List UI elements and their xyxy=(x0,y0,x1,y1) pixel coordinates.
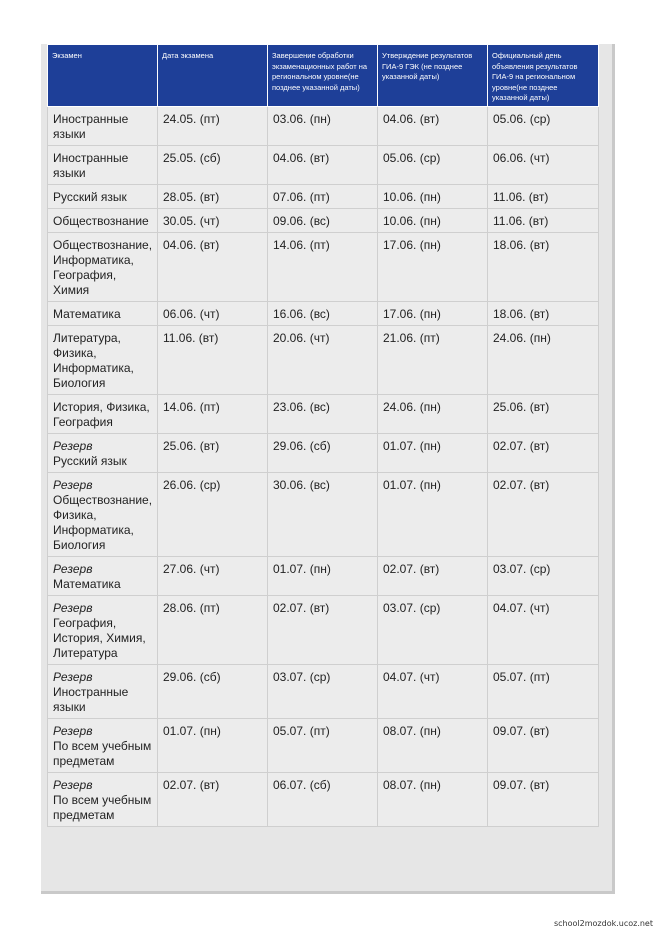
cell-announcement-date: 24.06. (пн) xyxy=(488,325,599,394)
table-row xyxy=(48,433,599,472)
reserve-label: Резерв xyxy=(53,477,93,492)
cell-exam xyxy=(48,772,158,826)
reserve-label: Резерв xyxy=(53,438,93,453)
cell-exam-date: 06.06. (чт) xyxy=(158,301,268,325)
cell-announcement-date: 02.07. (вт) xyxy=(488,433,599,472)
cell-processing-deadline: 29.06. (сб) xyxy=(268,433,378,472)
table-row xyxy=(48,145,599,184)
cell-processing-deadline: 04.06. (вт) xyxy=(268,145,378,184)
cell-announcement-date: 03.07. (ср) xyxy=(488,556,599,595)
table-row xyxy=(48,472,599,556)
cell-processing-deadline: 20.06. (чт) xyxy=(268,325,378,394)
cell-approval-deadline: 01.07. (пн) xyxy=(378,472,488,556)
reserve-label: Резерв xyxy=(53,669,93,684)
cell-exam xyxy=(48,433,158,472)
exam-subjects: По всем учебным предметам xyxy=(53,792,152,822)
exam-subjects: География, История, Химия, Литература xyxy=(53,615,146,660)
table-row xyxy=(48,556,599,595)
cell-announcement-date: 11.06. (вт) xyxy=(488,184,599,208)
cell-approval-deadline: 03.07. (ср) xyxy=(378,595,488,664)
cell-announcement-date: 05.06. (ср) xyxy=(488,106,599,145)
cell-approval-deadline: 08.07. (пн) xyxy=(378,718,488,772)
cell-exam-date: 30.05. (чт) xyxy=(158,208,268,232)
cell-announcement-date: 25.06. (вт) xyxy=(488,394,599,433)
reserve-label: Резерв xyxy=(53,723,93,738)
cell-exam xyxy=(48,718,158,772)
cell-processing-deadline: 23.06. (вс) xyxy=(268,394,378,433)
cell-processing-deadline: 03.07. (ср) xyxy=(268,664,378,718)
site-watermark: school2mozdok.ucoz.net xyxy=(553,919,653,928)
table-row xyxy=(48,184,599,208)
cell-processing-deadline: 14.06. (пт) xyxy=(268,232,378,301)
exam-subjects: Математика xyxy=(53,306,121,321)
cell-processing-deadline: 02.07. (вт) xyxy=(268,595,378,664)
exam-subjects: Обществознание, Физика, Информатика, Биология xyxy=(53,492,153,552)
cell-processing-deadline: 07.06. (пт) xyxy=(268,184,378,208)
cell-approval-deadline: 17.06. (пн) xyxy=(378,301,488,325)
header-exam: Экзамен xyxy=(48,45,158,107)
exam-subjects: Иностранные языки xyxy=(53,111,129,141)
cell-approval-deadline: 24.06. (пн) xyxy=(378,394,488,433)
reserve-label: Резерв xyxy=(53,561,93,576)
exam-subjects: Литература, Физика, Информатика, Биология xyxy=(53,330,134,390)
table-row xyxy=(48,595,599,664)
table-header-row xyxy=(48,45,599,107)
cell-exam-date: 26.06. (ср) xyxy=(158,472,268,556)
header-approval-deadline: Утверждение результатов ГИА-9 ГЭК (не позднее указанной даты) xyxy=(378,45,488,107)
cell-approval-deadline: 08.07. (пн) xyxy=(378,772,488,826)
exam-subjects: Математика xyxy=(53,576,121,591)
cell-processing-deadline: 09.06. (вс) xyxy=(268,208,378,232)
cell-exam xyxy=(48,232,158,301)
reserve-label: Резерв xyxy=(53,600,93,615)
table-row xyxy=(48,772,599,826)
header-processing-deadline: Завершение обработки экзаменационных работ на региональном уровне(не позднее указанной даты) xyxy=(268,45,378,107)
cell-announcement-date: 04.07. (чт) xyxy=(488,595,599,664)
cell-approval-deadline: 10.06. (пн) xyxy=(378,208,488,232)
exam-subjects: Иностранные языки xyxy=(53,684,129,714)
header-exam-date: Дата экзамена xyxy=(158,45,268,107)
exam-subjects: Иностранные языки xyxy=(53,150,129,180)
cell-exam-date: 25.06. (вт) xyxy=(158,433,268,472)
table-body xyxy=(48,106,599,826)
cell-exam xyxy=(48,325,158,394)
cell-exam-date: 27.06. (чт) xyxy=(158,556,268,595)
exam-subjects: Обществознание, Информатика, География, Химия xyxy=(53,237,153,297)
cell-approval-deadline: 05.06. (ср) xyxy=(378,145,488,184)
table-row xyxy=(48,718,599,772)
cell-processing-deadline: 03.06. (пн) xyxy=(268,106,378,145)
cell-exam-date: 28.06. (пт) xyxy=(158,595,268,664)
document-sheet xyxy=(41,44,615,894)
cell-approval-deadline: 17.06. (пн) xyxy=(378,232,488,301)
reserve-label: Резерв xyxy=(53,777,93,792)
cell-exam xyxy=(48,595,158,664)
cell-exam xyxy=(48,664,158,718)
table-row xyxy=(48,106,599,145)
table-row xyxy=(48,325,599,394)
exam-subjects: По всем учебным предметам xyxy=(53,738,152,768)
cell-announcement-date: 06.06. (чт) xyxy=(488,145,599,184)
cell-announcement-date: 11.06. (вт) xyxy=(488,208,599,232)
cell-exam-date: 29.06. (сб) xyxy=(158,664,268,718)
cell-exam-date: 14.06. (пт) xyxy=(158,394,268,433)
cell-approval-deadline: 01.07. (пн) xyxy=(378,433,488,472)
cell-exam-date: 02.07. (вт) xyxy=(158,772,268,826)
cell-exam xyxy=(48,208,158,232)
cell-processing-deadline: 16.06. (вс) xyxy=(268,301,378,325)
cell-exam-date: 24.05. (пт) xyxy=(158,106,268,145)
cell-exam xyxy=(48,145,158,184)
cell-exam xyxy=(48,472,158,556)
cell-announcement-date: 09.07. (вт) xyxy=(488,772,599,826)
cell-exam-date: 25.05. (сб) xyxy=(158,145,268,184)
cell-approval-deadline: 04.07. (чт) xyxy=(378,664,488,718)
cell-processing-deadline: 06.07. (сб) xyxy=(268,772,378,826)
cell-exam-date: 01.07. (пн) xyxy=(158,718,268,772)
cell-exam xyxy=(48,394,158,433)
table-row xyxy=(48,232,599,301)
cell-announcement-date: 05.07. (пт) xyxy=(488,664,599,718)
table-row xyxy=(48,208,599,232)
cell-announcement-date: 09.07. (вт) xyxy=(488,718,599,772)
exam-subjects: История, Физика, География xyxy=(53,399,150,429)
exam-subjects: Русский язык xyxy=(53,453,127,468)
cell-processing-deadline: 30.06. (вс) xyxy=(268,472,378,556)
cell-exam xyxy=(48,106,158,145)
cell-announcement-date: 18.06. (вт) xyxy=(488,232,599,301)
cell-exam-date: 11.06. (вт) xyxy=(158,325,268,394)
cell-approval-deadline: 10.06. (пн) xyxy=(378,184,488,208)
cell-exam-date: 28.05. (вт) xyxy=(158,184,268,208)
cell-exam xyxy=(48,301,158,325)
cell-announcement-date: 02.07. (вт) xyxy=(488,472,599,556)
cell-announcement-date: 18.06. (вт) xyxy=(488,301,599,325)
cell-exam-date: 04.06. (вт) xyxy=(158,232,268,301)
cell-approval-deadline: 04.06. (вт) xyxy=(378,106,488,145)
table-row xyxy=(48,301,599,325)
table-row xyxy=(48,664,599,718)
exam-schedule-table xyxy=(47,44,599,827)
exam-subjects: Русский язык xyxy=(53,189,127,204)
cell-processing-deadline: 01.07. (пн) xyxy=(268,556,378,595)
cell-approval-deadline: 02.07. (вт) xyxy=(378,556,488,595)
cell-exam xyxy=(48,184,158,208)
cell-approval-deadline: 21.06. (пт) xyxy=(378,325,488,394)
cell-exam xyxy=(48,556,158,595)
table-row xyxy=(48,394,599,433)
exam-subjects: Обществознание xyxy=(53,213,149,228)
header-announcement-date: Официальный день объявления результатов ГИА-9 на региональном уровне(не позднее указанной даты) xyxy=(488,45,599,107)
cell-processing-deadline: 05.07. (пт) xyxy=(268,718,378,772)
